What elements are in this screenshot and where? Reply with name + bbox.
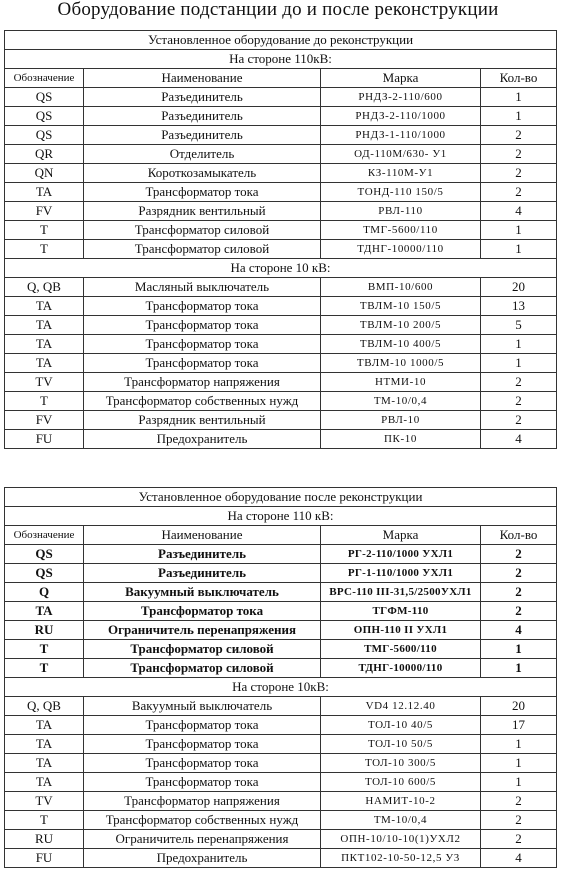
cell-qty: 20 — [481, 278, 557, 297]
cell-qty: 2 — [481, 545, 557, 564]
cell-qty: 1 — [481, 240, 557, 259]
cell-mark: ВМП-10/600 — [321, 278, 481, 297]
column-header-code: Обозначение — [5, 69, 84, 88]
cell-qty: 1 — [481, 640, 557, 659]
cell-mark: ТОЛ-10 300/5 — [321, 754, 481, 773]
cell-mark: КЗ-110М-У1 — [321, 164, 481, 183]
table-row — [5, 430, 557, 449]
table-row — [5, 811, 557, 830]
cell-name: Трансформатор силовой — [84, 240, 321, 259]
table-row — [5, 659, 557, 678]
column-header-qty: Кол-во — [481, 69, 557, 88]
table-row — [5, 354, 557, 373]
cell-code: TA — [5, 335, 84, 354]
cell-code: TA — [5, 602, 84, 621]
cell-mark: ТОЛ-10 50/5 — [321, 735, 481, 754]
cell-qty: 1 — [481, 221, 557, 240]
cell-qty: 17 — [481, 716, 557, 735]
cell-mark: ПКТ102-10-50-12,5 У3 — [321, 849, 481, 868]
column-header-mark: Марка — [321, 69, 481, 88]
cell-mark: РГ-1-110/1000 УХЛ1 — [321, 564, 481, 583]
cell-qty: 4 — [481, 849, 557, 868]
cell-code: TA — [5, 716, 84, 735]
cell-code: TA — [5, 735, 84, 754]
cell-name: Трансформатор напряжения — [84, 792, 321, 811]
cell-code: TV — [5, 373, 84, 392]
cell-mark: РГ-2-110/1000 УХЛ1 — [321, 545, 481, 564]
cell-mark: ТВЛМ-10 150/5 — [321, 297, 481, 316]
cell-name: Предохранитель — [84, 849, 321, 868]
table-row — [5, 240, 557, 259]
table-row — [5, 221, 557, 240]
cell-qty: 1 — [481, 754, 557, 773]
cell-name: Разъединитель — [84, 88, 321, 107]
cell-name: Отделитель — [84, 145, 321, 164]
cell-name: Разъединитель — [84, 126, 321, 145]
cell-code: QS — [5, 107, 84, 126]
cell-code: QS — [5, 126, 84, 145]
cell-mark: НАМИТ-10-2 — [321, 792, 481, 811]
table-row — [5, 640, 557, 659]
cell-code: RU — [5, 830, 84, 849]
cell-mark: РНДЗ-2-110/600 — [321, 88, 481, 107]
table-row — [5, 183, 557, 202]
cell-name: Разъединитель — [84, 107, 321, 126]
cell-code: QN — [5, 164, 84, 183]
cell-name: Трансформатор тока — [84, 754, 321, 773]
cell-code: RU — [5, 621, 84, 640]
cell-code: FV — [5, 202, 84, 221]
column-header-qty: Кол-во — [481, 526, 557, 545]
table-row — [5, 735, 557, 754]
table-row — [5, 107, 557, 126]
table-row — [5, 754, 557, 773]
cell-code: T — [5, 659, 84, 678]
section-header-110kv: На стороне 110 кВ: — [5, 507, 557, 526]
cell-mark: ТВЛМ-10 400/5 — [321, 335, 481, 354]
cell-mark: ОПН-110 II УХЛ1 — [321, 621, 481, 640]
cell-qty: 2 — [481, 411, 557, 430]
cell-code: TV — [5, 792, 84, 811]
cell-mark: ТДНГ-10000/110 — [321, 659, 481, 678]
cell-code: TA — [5, 297, 84, 316]
cell-name: Разъединитель — [84, 564, 321, 583]
table-row — [5, 202, 557, 221]
table-row — [5, 621, 557, 640]
cell-mark: ВРС-110 III-31,5/2500УХЛ1 — [321, 583, 481, 602]
cell-mark: РВЛ-110 — [321, 202, 481, 221]
cell-qty: 13 — [481, 297, 557, 316]
cell-mark: ТМ-10/0,4 — [321, 811, 481, 830]
cell-code: T — [5, 221, 84, 240]
cell-name: Трансформатор напряжения — [84, 373, 321, 392]
cell-name: Разъединитель — [84, 545, 321, 564]
column-header-code: Обозначение — [5, 526, 84, 545]
cell-name: Трансформатор тока — [84, 316, 321, 335]
cell-mark: VD4 12.12.40 — [321, 697, 481, 716]
cell-code: TA — [5, 183, 84, 202]
cell-name: Ограничитель перенапряжения — [84, 830, 321, 849]
cell-code: TA — [5, 354, 84, 373]
table-row — [5, 792, 557, 811]
table-caption: Установленное оборудование до реконструкции — [5, 31, 557, 50]
cell-name: Трансформатор тока — [84, 716, 321, 735]
cell-name: Масляный выключатель — [84, 278, 321, 297]
cell-name: Трансформатор собственных нужд — [84, 392, 321, 411]
cell-name: Разрядник вентильный — [84, 202, 321, 221]
table-row — [5, 830, 557, 849]
cell-qty: 1 — [481, 335, 557, 354]
cell-mark: РНДЗ-2-110/1000 — [321, 107, 481, 126]
cell-name: Предохранитель — [84, 430, 321, 449]
cell-name: Трансформатор тока — [84, 297, 321, 316]
table-row — [5, 126, 557, 145]
cell-name: Трансформатор тока — [84, 602, 321, 621]
table-row — [5, 716, 557, 735]
cell-name: Трансформатор собственных нужд — [84, 811, 321, 830]
table-row — [5, 278, 557, 297]
cell-code: Q, QB — [5, 278, 84, 297]
table-row — [5, 583, 557, 602]
cell-qty: 5 — [481, 316, 557, 335]
cell-code: Q — [5, 583, 84, 602]
cell-qty: 2 — [481, 183, 557, 202]
cell-qty: 2 — [481, 792, 557, 811]
cell-mark: ТДНГ-10000/110 — [321, 240, 481, 259]
table-row — [5, 373, 557, 392]
cell-mark: ТМГ-5600/110 — [321, 221, 481, 240]
cell-name: Вакуумный выключатель — [84, 697, 321, 716]
cell-name: Трансформатор тока — [84, 735, 321, 754]
section-header-10kv: На стороне 10кВ: — [5, 678, 557, 697]
cell-mark: ТМГ-5600/110 — [321, 640, 481, 659]
table-row — [5, 545, 557, 564]
table-row — [5, 297, 557, 316]
cell-mark: ТВЛМ-10 1000/5 — [321, 354, 481, 373]
cell-code: FU — [5, 849, 84, 868]
cell-qty: 1 — [481, 354, 557, 373]
cell-mark: РВЛ-10 — [321, 411, 481, 430]
cell-qty: 1 — [481, 735, 557, 754]
cell-qty: 4 — [481, 430, 557, 449]
cell-qty: 2 — [481, 145, 557, 164]
page-title: Оборудование подстанции до и после реконструкции — [57, 0, 499, 20]
cell-name: Трансформатор тока — [84, 354, 321, 373]
cell-qty: 2 — [481, 583, 557, 602]
table-row — [5, 564, 557, 583]
column-header-name: Наименование — [84, 526, 321, 545]
table-row — [5, 335, 557, 354]
table-after-reconstruction — [4, 487, 557, 868]
cell-name: Ограничитель перенапряжения — [84, 621, 321, 640]
cell-qty: 2 — [481, 564, 557, 583]
cell-code: QS — [5, 88, 84, 107]
table-row — [5, 849, 557, 868]
cell-name: Трансформатор тока — [84, 183, 321, 202]
cell-name: Вакуумный выключатель — [84, 583, 321, 602]
cell-name: Трансформатор силовой — [84, 221, 321, 240]
cell-qty: 2 — [481, 830, 557, 849]
cell-name: Трансформатор тока — [84, 335, 321, 354]
cell-qty: 4 — [481, 621, 557, 640]
cell-code: QS — [5, 564, 84, 583]
cell-mark: ТОНД-110 150/5 — [321, 183, 481, 202]
cell-qty: 2 — [481, 602, 557, 621]
cell-qty: 1 — [481, 659, 557, 678]
cell-code: TA — [5, 754, 84, 773]
cell-name: Трансформатор силовой — [84, 640, 321, 659]
cell-mark: ОД-110М/630- У1 — [321, 145, 481, 164]
cell-code: T — [5, 240, 84, 259]
cell-code: QS — [5, 545, 84, 564]
cell-code: T — [5, 811, 84, 830]
column-header-row — [5, 526, 557, 545]
cell-mark: ТОЛ-10 600/5 — [321, 773, 481, 792]
cell-qty: 1 — [481, 107, 557, 126]
cell-code: TA — [5, 773, 84, 792]
table-row — [5, 392, 557, 411]
cell-code: FU — [5, 430, 84, 449]
table-row — [5, 88, 557, 107]
cell-mark: НТМИ-10 — [321, 373, 481, 392]
cell-name: Короткозамыкатель — [84, 164, 321, 183]
cell-code: FV — [5, 411, 84, 430]
cell-mark: РНДЗ-1-110/1000 — [321, 126, 481, 145]
table-row — [5, 602, 557, 621]
cell-mark: ОПН-10/10-10(1)УХЛ2 — [321, 830, 481, 849]
section-header-110kv: На стороне 110кВ: — [5, 50, 557, 69]
cell-code: QR — [5, 145, 84, 164]
cell-qty: 2 — [481, 126, 557, 145]
table-row — [5, 773, 557, 792]
cell-mark: ТОЛ-10 40/5 — [321, 716, 481, 735]
column-header-name: Наименование — [84, 69, 321, 88]
cell-name: Трансформатор тока — [84, 773, 321, 792]
table-row — [5, 164, 557, 183]
cell-code: T — [5, 392, 84, 411]
cell-mark: ТМ-10/0,4 — [321, 392, 481, 411]
cell-mark: ПК-10 — [321, 430, 481, 449]
cell-qty: 1 — [481, 773, 557, 792]
cell-code: TA — [5, 316, 84, 335]
cell-mark: ТВЛМ-10 200/5 — [321, 316, 481, 335]
cell-qty: 2 — [481, 392, 557, 411]
cell-code: Q, QB — [5, 697, 84, 716]
table-row — [5, 145, 557, 164]
cell-name: Разрядник вентильный — [84, 411, 321, 430]
column-header-row — [5, 69, 557, 88]
column-header-mark: Марка — [321, 526, 481, 545]
section-header-10kv: На стороне 10 кВ: — [5, 259, 557, 278]
cell-code: T — [5, 640, 84, 659]
table-before-reconstruction — [4, 30, 557, 449]
table-row — [5, 697, 557, 716]
cell-qty: 1 — [481, 88, 557, 107]
cell-qty: 2 — [481, 811, 557, 830]
cell-mark: ТГФМ-110 — [321, 602, 481, 621]
table-row — [5, 316, 557, 335]
cell-qty: 20 — [481, 697, 557, 716]
cell-qty: 2 — [481, 373, 557, 392]
table-row — [5, 411, 557, 430]
cell-name: Трансформатор силовой — [84, 659, 321, 678]
cell-qty: 4 — [481, 202, 557, 221]
table-caption: Установленное оборудование после реконструкции — [5, 488, 557, 507]
cell-qty: 2 — [481, 164, 557, 183]
